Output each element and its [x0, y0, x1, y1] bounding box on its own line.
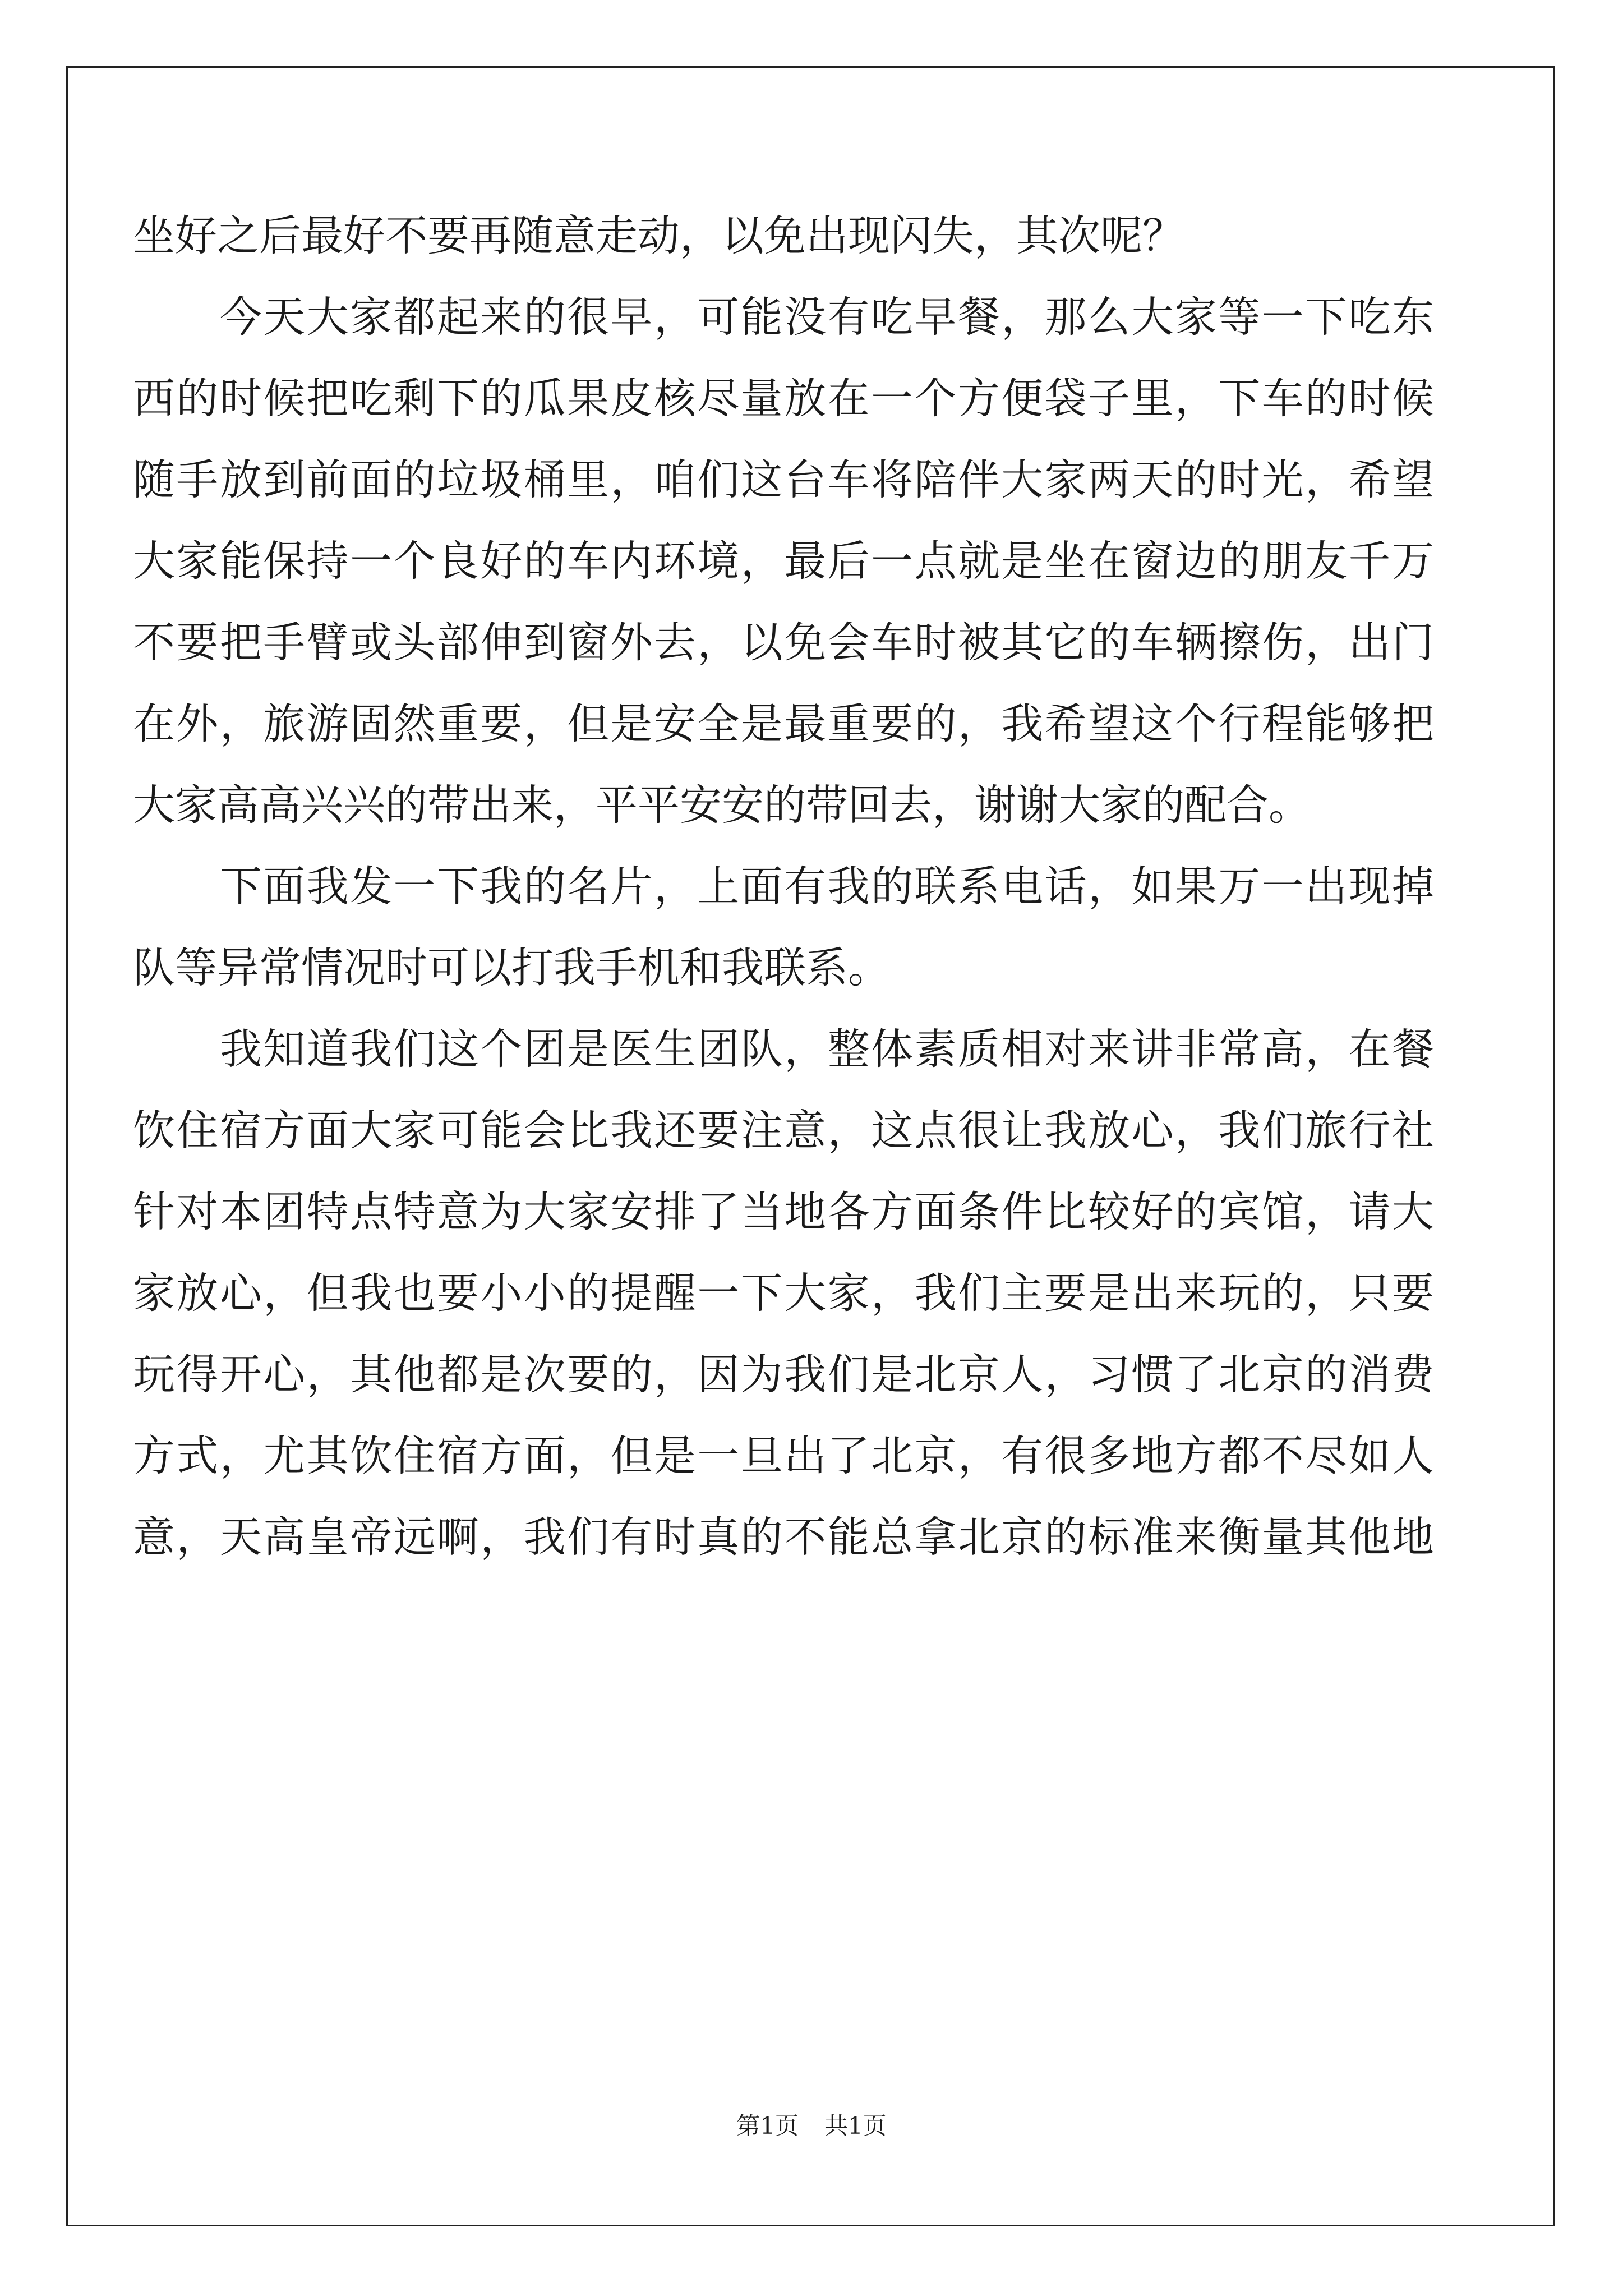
- text-line: 玩得开心，其他都是次要的，因为我们是北京人，习惯了北京的消费: [133, 1350, 1434, 1399]
- text-line: 大家能保持一个良好的车内环境，最后一点就是坐在窗边的朋友千万: [133, 536, 1434, 586]
- text-line: 我知道我们这个团是医生团队，整体素质相对来讲非常高，在餐: [133, 1024, 1434, 1074]
- page-number: 第1页: [736, 2112, 799, 2139]
- text-line: 下面我发一下我的名片，上面有我的联系电话，如果万一出现掉: [133, 862, 1434, 911]
- text-line: 坐好之后最好不要再随意走动，以免出现闪失，其次呢？: [133, 211, 1185, 260]
- text-line: 意，天高皇帝远啊，我们有时真的不能总拿北京的标准来衡量其他地: [133, 1512, 1434, 1562]
- text-line: 家放心，但我也要小小的提醒一下大家，我们主要是出来玩的，只要: [133, 1268, 1434, 1318]
- text-line: 随手放到前面的垃圾桶里，咱们这台车将陪伴大家两天的时光，希望: [133, 455, 1434, 504]
- text-line: 针对本团特点特意为大家安排了当地各方面条件比较好的宾馆，请大: [133, 1187, 1434, 1236]
- text-line: 西的时候把吃剩下的瓜果皮核尽量放在一个方便袋子里，下车的时候: [133, 374, 1434, 423]
- text-line: 在外，旅游固然重要，但是安全是最重要的，我希望这个行程能够把: [133, 699, 1434, 748]
- text-line: 今天大家都起来的很早，可能没有吃早餐，那么大家等一下吃东: [133, 292, 1434, 342]
- text-line: 大家高高兴兴的带出来，平平安安的带回去，谢谢大家的配合。: [133, 780, 1311, 830]
- text-line: 饮住宿方面大家可能会比我还要注意，这点很让我放心，我们旅行社: [133, 1106, 1434, 1155]
- page-total: 共1页: [824, 2112, 887, 2139]
- text-line: 队等异常情况时可以打我手机和我联系。: [133, 943, 891, 992]
- page-footer: [0, 2109, 1623, 2143]
- text-line: 不要把手臂或头部伸到窗外去，以免会车时被其它的车辆擦伤，出门: [133, 618, 1434, 667]
- text-line: 方式，尤其饮住宿方面，但是一旦出了北京，有很多地方都不尽如人: [133, 1431, 1434, 1480]
